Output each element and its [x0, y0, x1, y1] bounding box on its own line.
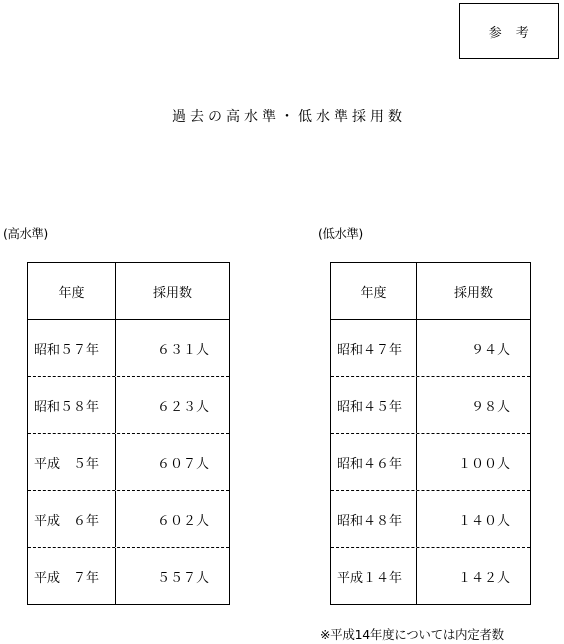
high-year-cell: 昭和５８年 — [28, 377, 116, 433]
reference-box — [459, 3, 559, 59]
low-count-cell: ９８人 — [470, 399, 510, 415]
high-count-cell: ６３１人 — [156, 342, 209, 358]
table-row — [331, 490, 530, 547]
low-year-cell: 昭和４６年 — [331, 434, 417, 490]
high-year-cell: 平成 ７年 — [28, 548, 116, 604]
low-table-header — [331, 263, 530, 319]
low-year-cell: 平成１４年 — [331, 548, 417, 604]
low-count-cell: ９４人 — [470, 342, 510, 358]
low-count-cell: １４０人 — [457, 513, 510, 529]
high-count-cell: ６２３人 — [156, 399, 209, 415]
high-table — [27, 262, 230, 605]
table-row — [331, 433, 530, 490]
page-title: 過去の高水準・低水準採用数 — [172, 109, 406, 125]
high-count-cell: ５５７人 — [156, 570, 209, 586]
low-section-label: (低水準) — [318, 226, 363, 241]
low-year-cell: 昭和４８年 — [331, 491, 417, 547]
table-row — [28, 433, 229, 490]
low-header-count: 採用数 — [453, 285, 493, 301]
table-row — [28, 376, 229, 433]
low-year-cell: 昭和４７年 — [331, 320, 417, 376]
low-count-cell: １００人 — [457, 456, 510, 472]
high-year-cell: 昭和５７年 — [28, 320, 116, 376]
low-table — [330, 262, 531, 605]
low-header-year: 年度 — [331, 263, 417, 319]
high-year-cell: 平成 ６年 — [28, 491, 116, 547]
high-table-header — [28, 263, 229, 319]
reference-label: 参 考 — [488, 25, 530, 41]
table-row — [28, 490, 229, 547]
low-year-cell: 昭和４５年 — [331, 377, 417, 433]
high-header-year: 年度 — [28, 263, 116, 319]
table-row — [331, 376, 530, 433]
table-row — [331, 319, 530, 376]
footnote: ※平成14年度については内定者数 — [320, 627, 504, 642]
table-row — [28, 547, 229, 604]
high-section-label: (高水準) — [3, 226, 48, 241]
high-count-cell: ６０７人 — [156, 456, 209, 472]
high-header-count: 採用数 — [152, 285, 192, 301]
high-year-cell: 平成 ５年 — [28, 434, 116, 490]
table-row — [28, 319, 229, 376]
low-count-cell: １４２人 — [457, 570, 510, 586]
high-count-cell: ６０２人 — [156, 513, 209, 529]
table-row — [331, 547, 530, 604]
